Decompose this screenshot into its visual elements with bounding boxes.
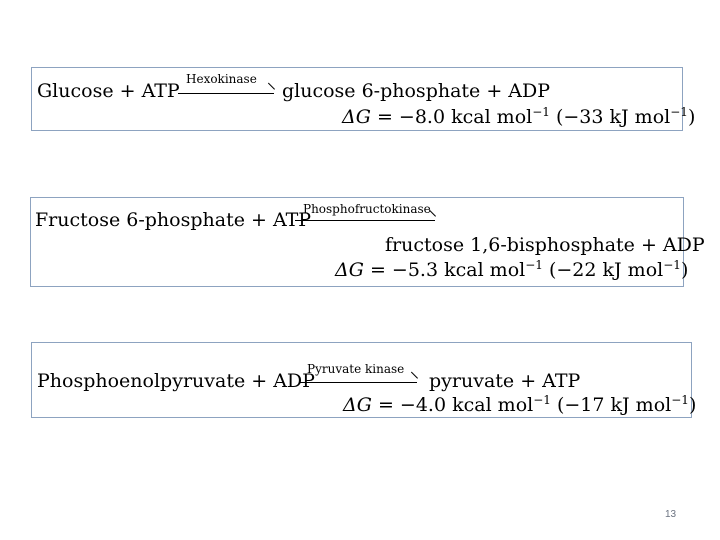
delta-g: [343, 393, 697, 416]
exponent: −1: [525, 258, 543, 272]
exponent: −1: [671, 393, 689, 407]
products: pyruvate + ATP: [429, 370, 581, 392]
delta-g: [342, 105, 696, 128]
reaction-arrow-icon: [295, 220, 435, 221]
delta-g-kcal: = −5.3 kcal mol: [369, 259, 526, 281]
reactants: Phosphoenolpyruvate + ADP: [37, 370, 315, 392]
close-paren: ): [680, 259, 689, 281]
enzyme-label: Pyruvate kinase: [307, 362, 405, 376]
delta-g-symbol: ΔG: [342, 106, 371, 128]
reaction-arrow-icon: [299, 382, 417, 383]
enzyme-label: Phosphofructokinase: [303, 202, 431, 216]
exponent: −1: [532, 105, 550, 119]
delta-g-kj: (−17 kJ mol: [556, 394, 672, 416]
enzyme-label: Hexokinase: [186, 72, 257, 86]
reactants: Glucose + ATP: [37, 80, 180, 102]
exponent: −1: [663, 258, 681, 272]
delta-g-kcal: = −4.0 kcal mol: [377, 394, 534, 416]
delta-g-kcal: = −8.0 kcal mol: [376, 106, 533, 128]
reactants: Fructose 6-phosphate + ATP: [35, 209, 312, 231]
products: glucose 6-phosphate + ADP: [282, 80, 551, 102]
delta-g: [335, 258, 689, 281]
reaction-box-pyruvate-kinase: [31, 342, 697, 418]
exponent: −1: [670, 105, 688, 119]
close-paren: ): [688, 394, 697, 416]
delta-g-symbol: ΔG: [343, 394, 372, 416]
page-number: 13: [665, 509, 677, 520]
exponent: −1: [533, 393, 551, 407]
delta-g-kj: (−33 kJ mol: [555, 106, 671, 128]
products: fructose 1,6-bisphosphate + ADP: [385, 234, 705, 256]
reaction-box-phosphofructokinase: [30, 197, 705, 287]
delta-g-symbol: ΔG: [335, 259, 364, 281]
close-paren: ): [687, 106, 696, 128]
delta-g-kj: (−22 kJ mol: [548, 259, 664, 281]
reaction-box-hexokinase: [31, 67, 696, 131]
reaction-arrow-icon: [178, 93, 274, 94]
